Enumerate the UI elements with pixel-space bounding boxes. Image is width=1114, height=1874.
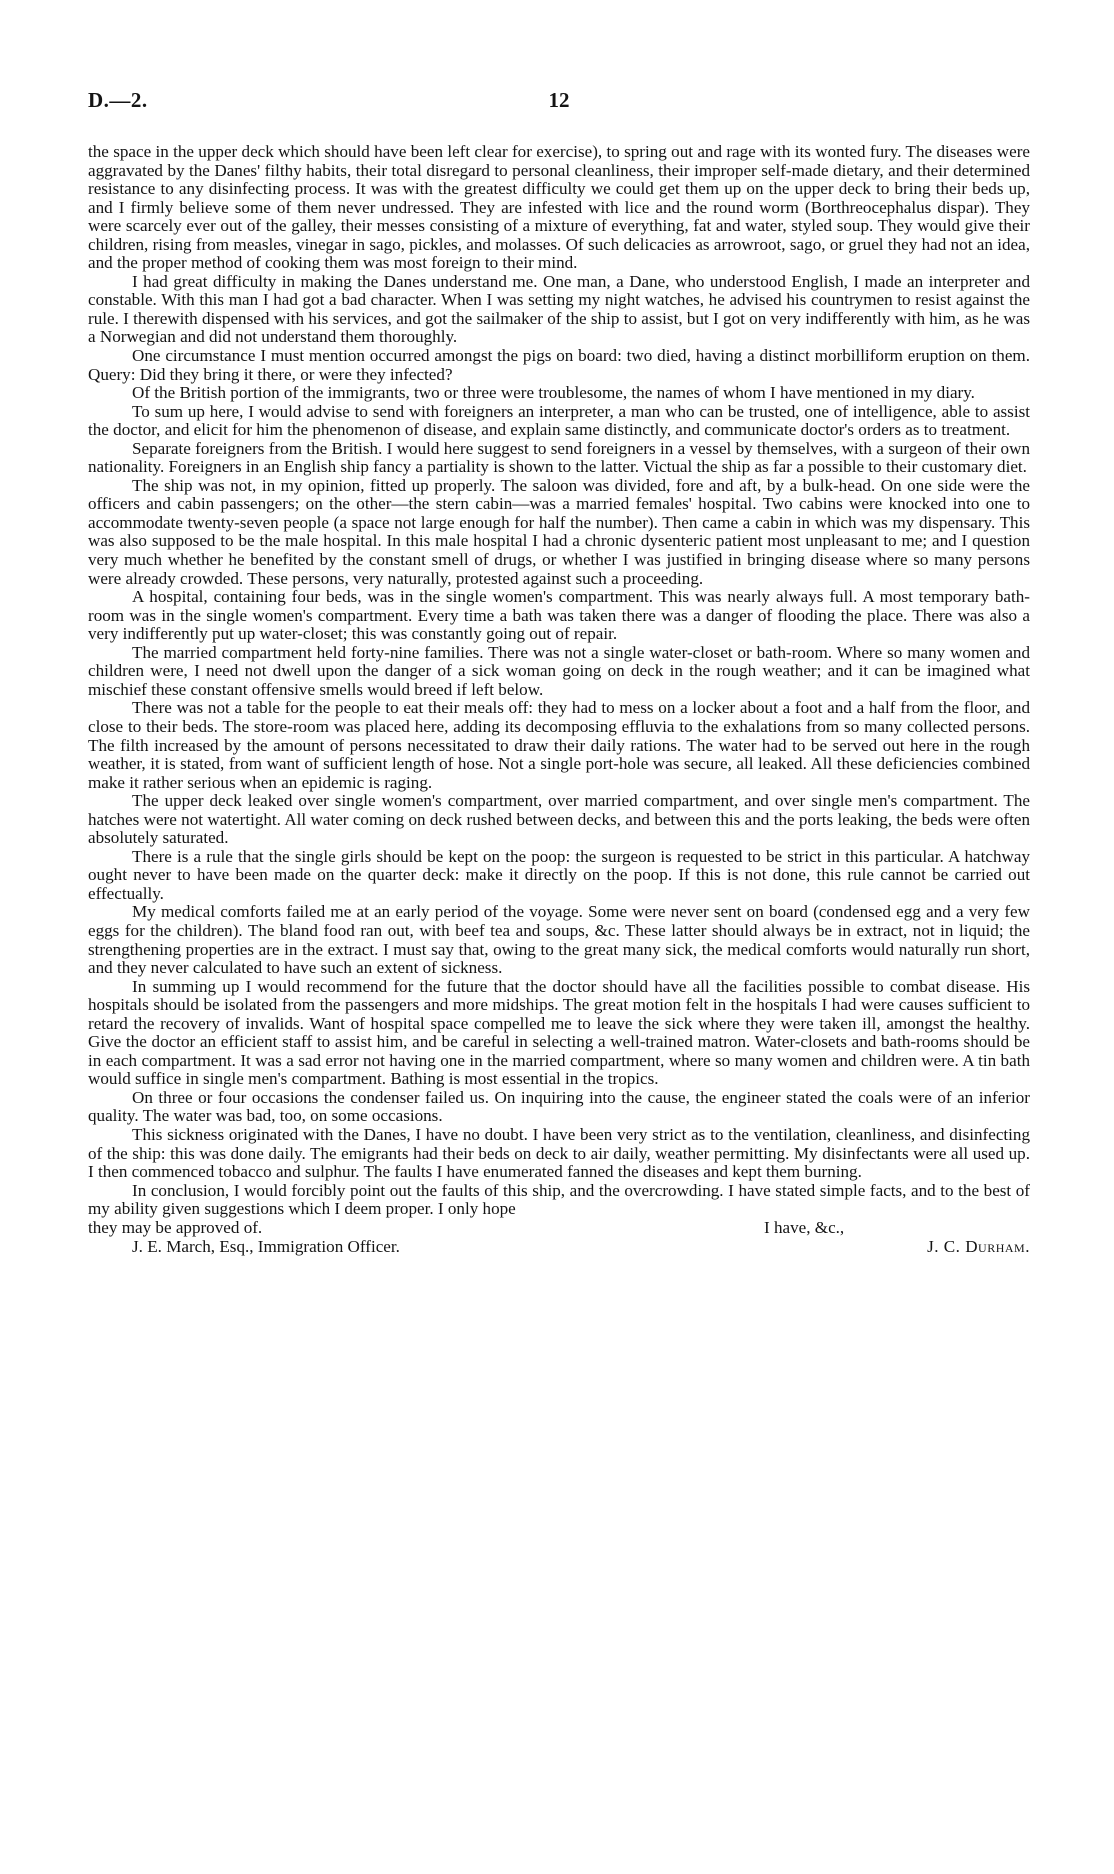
paragraph-hospital: A hospital, containing four beds, was in the single women's compartment. This was nearly always full. A most temporary bath-room was in the single women's compartment. Every time a bath was taken there was a danger of flooding the place. There was also a very indifferently put up water-closet; this was constantly going out of repair.: [88, 587, 1030, 644]
document-reference: D.—2.: [88, 88, 148, 112]
paragraph-conclusion: In conclusion, I would forcibly point out the faults of this ship, and the overcrowding. I have stated simple facts, and to the best of my ability given suggestions which I deem proper. I only hope: [88, 1180, 1030, 1219]
signature-row: [88, 1238, 1030, 1260]
paragraph-medical-comforts: My medical comforts failed me at an early period of the voyage. Some were never sent on board (condensed egg and a very few eggs for the children). The bland food ran out, with beef tea and soups, &c. These latter should always be in extract, not in liquid; the strengthening properties are in the extract. I must say that, owing to the great many sick, the medical comforts would naturally run short, and they never calculated to have such an extent of sickness.: [88, 902, 1030, 978]
paragraph-sickness: This sickness originated with the Danes, I have no doubt. I have been very strict as to the ventilation, cleanliness, and disinfecting of the ship: this was done daily. The emigrants had their beds on deck to air daily, weather permitting. My disinfectants were all used up. I then commenced tobacco and sulphur. The faults I have enumerated fanned the diseases and kept them burning.: [88, 1124, 1030, 1182]
closing-last-line: they may be approved of.: [88, 1217, 263, 1237]
paragraph-continued: the space in the upper deck which should have been left clear for exercise), to spring out and rage with its wonted fury. The diseases were aggravated by the Danes' filthy habits, their total disregard to personal cleanliness, their improper self-made dietary, and their determined resistance to any disinfecting process. It was with the greatest difficulty we could get them up on the upper deck to bring their beds up, and I firmly believe some of them never undressed. They are infested with lice and the round worm (Borthreocephalus dispar). They were scarcely ever out of the galley, their messes consisting of a mixture of everything, fat and water, styled soup. They would give their children, rising from measles, vinegar in sago, pickles, and molasses. Of such delicacies as arrowroot, sago, or gruel they had not an idea, and the proper method of cooking them was most foreign to their mind.: [88, 142, 1030, 273]
paragraph-condenser: On three or four occasions the condenser failed us. On inquiring into the cause, the engineer stated the coals were of an inferior quality. The water was bad, too, on some occasions.: [88, 1087, 1030, 1126]
paragraph-married: The married compartment held forty-nine families. There was not a single water-closet or bath-room. Where so many women and children were, I need not dwell upon the danger of a sick woman going on deck in the rough weather; and it can be imagined what mischief these constant offensive smells would breed if left below.: [88, 642, 1030, 699]
addressee: J. E. March, Esq., Immigration Officer.: [132, 1237, 400, 1257]
closing-row: [88, 1219, 1030, 1238]
document-body: [88, 143, 1030, 1260]
paragraph-summing-up: In summing up I would recommend for the future that the doctor should have all the facilities possible to combat disease. His hospitals should be isolated from the passengers and more midships. The great motion felt in the hospitals I had were causes sufficient to retard the recovery of invalids. Want of hospital space compelled me to leave the sick where they were taken ill, amongst the healthy. Give the doctor an efficient staff to assist him, and be careful in selecting a well-trained matron. Water-closets and bath-rooms should be in each compartment. It was a sad error not having one in the married compartment, where so many women and children were. A tin bath would suffice in single men's compartment. Bathing is most essential in the tropics.: [88, 976, 1030, 1089]
paragraph-british: Of the British portion of the immigrants, two or three were troublesome, the names of whom I have mentioned in my diary.: [132, 383, 975, 403]
paragraph-pigs: One circumstance I must mention occurred amongst the pigs on board: two died, having a distinct morbilliform eruption on them. Query: Did they bring it there, or were they infected?: [88, 346, 1030, 384]
paragraph-poop-rule: There is a rule that the single girls should be kept on the poop: the surgeon is requested to be strict in this particular. A hatchway ought never to have been made on the quarter deck: make it directly on the poop. If this is not done, this rule cannot be carried out effectually.: [88, 846, 1030, 903]
page-number: 12: [548, 88, 570, 112]
paragraph-interpreter: I had great difficulty in making the Danes understand me. One man, a Dane, who understood English, I made an interpreter and constable. With this man I had got a bad character. When I was setting my night watches, he advised his countrymen to resist against the rule. I therewith dispensed with his services, and got the sailmaker of the ship to assist, but I got on very indifferently with him, as he was a Norwegian and did not understand them thoroughly.: [88, 271, 1030, 347]
valediction: I have, &c.,: [764, 1217, 845, 1237]
paragraph-ship-fitting: The ship was not, in my opinion, fitted up properly. The saloon was divided, fore and aft, by a bulk-head. On one side were the officers and cabin passengers; on the other—the stern cabin—was a married females' hospital. Two cabins were knocked into one to accommodate twenty-seven people (a space not large enough for half the number). Then came a cabin in which was my dispensary. This was also supposed to be the male hospital. In this male hospital I had a chronic dysenteric patient most unpleasant to me; and I question very much whether he benefited by the constant smell of drugs, or whether I was justified in bringing disease where so many persons were already crowded. These persons, very naturally, protested against such a proceeding.: [88, 475, 1030, 588]
paragraph-deck-leak: The upper deck leaked over single women's compartment, over married compartment, and over single men's compartment. The hatches were not watertight. All water coming on deck rushed between decks, and between this and the ports leaking, the beds were often absolutely saturated.: [88, 791, 1030, 848]
paragraph-sum-up: To sum up here, I would advise to send with foreigners an interpreter, a man who can be trusted, one of intelligence, able to assist the doctor, and elicit for him the phenomenon of disease, and explain same distinctly, and communicate doctor's orders as to treatment.: [88, 401, 1030, 440]
signatory: J. C. Durham.: [927, 1237, 1030, 1257]
paragraph-separate: Separate foreigners from the British. I would here suggest to send foreigners in a vessel by themselves, with a surgeon of their own nationality. Foreigners in an English ship fancy a partiality is shown to the latter. Victual the ship as far a possible to their customary diet.: [88, 438, 1030, 477]
page-header: [88, 88, 1030, 118]
paragraph-table: There was not a table for the people to eat their meals off: they had to mess on a locker about a foot and a half from the floor, and close to their beds. The store-room was placed here, adding its decomposing effluvia to the exhalations from so many collected persons. The filth increased by the amount of persons necessitated to draw their daily rations. The water had to be served out here in the rough weather, it is stated, from want of sufficient length of hose. Not a single port-hole was secure, all leaked. All these deficiencies combined make it rather serious when an epidemic is raging.: [88, 698, 1030, 792]
